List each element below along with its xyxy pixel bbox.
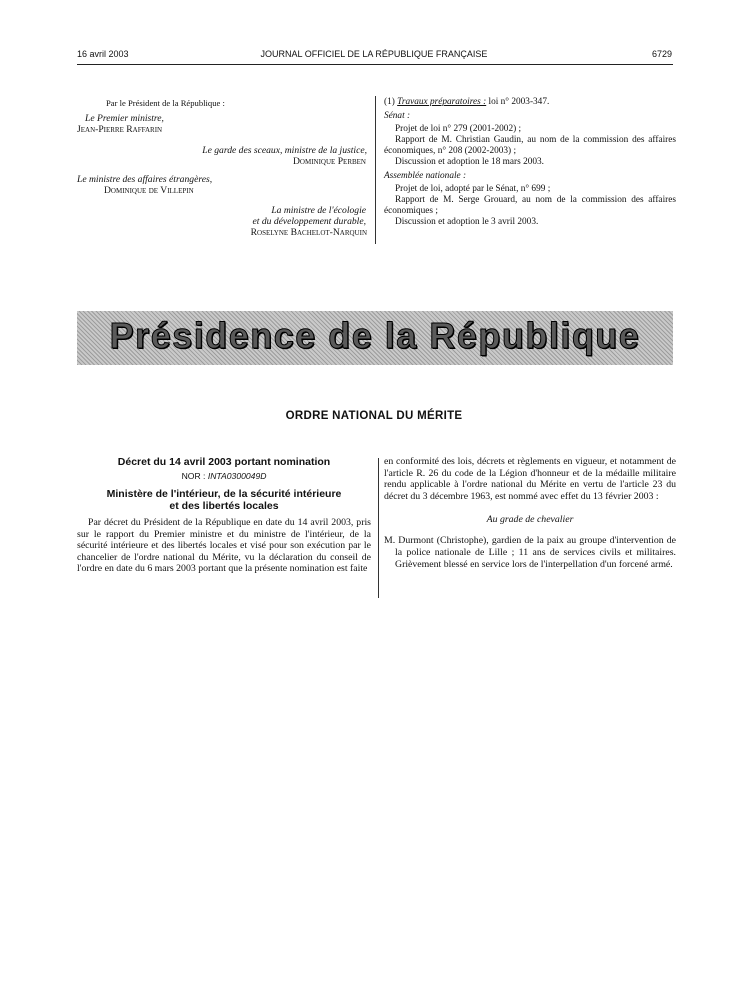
note-ref-law: loi n° 2003-347.: [488, 97, 550, 107]
nominee-entry: M. Durmont (Christophe), gardien de la paix au groupe d'intervention de la police nationale de Lille ; 11 ans de services civils et militaires. Grièvement blessé en service lors de l'interpellation d'un forcené armé.: [384, 535, 676, 570]
note-senat-3: Discussion et adoption le 18 mars 2003.: [395, 157, 544, 167]
signature-ecology-title-2: et du développement durable,: [252, 216, 366, 227]
signature-justice-name: Dominique Perben: [293, 156, 366, 167]
presidency-banner: [77, 311, 673, 365]
note-an-1: Projet de loi, adopté par le Sénat, n° 699 ;: [395, 184, 551, 194]
note-an-3: Discussion et adoption le 3 avril 2003.: [395, 217, 539, 227]
decree-body-left: Par décret du Président de la République en date du 14 avril 2003, pris sur le rapport du Premier ministre et du ministre de l'intérieur, de la sécurité intérieure et des libertés locales et visé pour son exécution par le chancelier de l'ordre national du Mérite, vu la déclaration du conseil de l'ordre en date du 6 mars 2003 portant que la présente nomination est faite: [77, 517, 371, 575]
ministry-heading-line-2: et des libertés locales: [169, 500, 279, 512]
signature-foreign-title: Le ministre des affaires étrangères,: [77, 174, 213, 185]
decree-nor: [77, 471, 371, 481]
section-title: ORDRE NATIONAL DU MÉRITE: [285, 410, 463, 422]
signature-justice-title: Le garde des sceaux, ministre de la justice,: [202, 145, 367, 156]
note-ref-label: Travaux préparatoires :: [397, 97, 487, 107]
header-date: 16 avril 2003: [77, 49, 129, 59]
ministry-heading-line-1: Ministère de l'intérieur, de la sécurité intérieure: [106, 488, 342, 500]
preparatory-notes: [384, 97, 676, 228]
note-reference: [384, 97, 676, 108]
note-an-label: Assemblée nationale :: [384, 171, 467, 181]
signature-intro: Par le Président de la République :: [106, 98, 225, 108]
column-divider-top: [375, 96, 376, 244]
note-senat-2: Rapport de M. Christian Gaudin, au nom de la commission des affaires économiques, n° 208 (2002-2003) ;: [384, 135, 676, 156]
note-an-2: Rapport de M. Serge Grouard, au nom de la commission des affaires économiques ;: [384, 195, 676, 216]
signature-ecology-name: Roselyne Bachelot-Narquin: [250, 227, 367, 238]
decree-body-right: en conformité des lois, décrets et règlements en vigueur, et notamment de l'article R. 26 du code de la Légion d'honneur et de la médaille militaire rendu applicable à l'ordre national du Mérite en vertu de l'article 23 du décret du 3 décembre 1963, est nommé avec effet du 13 février 2003 :: [384, 456, 676, 502]
signature-pm-name: Jean-Pierre Raffarin: [77, 124, 163, 135]
decree-right-column: [384, 456, 676, 570]
note-senat-1: Projet de loi n° 279 (2001-2002) ;: [395, 124, 522, 134]
signature-ecology-title-1: La ministre de l'écologie: [271, 205, 366, 216]
signature-pm-title: Le Premier ministre,: [85, 113, 164, 124]
note-ref-number: (1): [384, 97, 395, 107]
note-senat-label: Sénat :: [384, 111, 411, 121]
header-journal-title: JOURNAL OFFICIEL DE LA RÉPUBLIQUE FRANÇAISE: [260, 49, 488, 59]
banner-title: Présidence de la République: [109, 315, 641, 356]
signature-foreign-name: Dominique de Villepin: [104, 185, 194, 196]
header-page-number: 6729: [651, 49, 672, 59]
grade-heading: Au grade de chevalier: [486, 514, 574, 526]
decree-title: Décret du 14 avril 2003 portant nomination: [117, 456, 331, 468]
nor-label: NOR :: [181, 471, 206, 481]
header-rule: [77, 64, 673, 65]
column-divider-bottom: [378, 458, 379, 598]
ministry-heading: [77, 488, 371, 512]
decree-left-column: [77, 456, 371, 575]
nor-code: INTA0300049D: [207, 471, 267, 481]
